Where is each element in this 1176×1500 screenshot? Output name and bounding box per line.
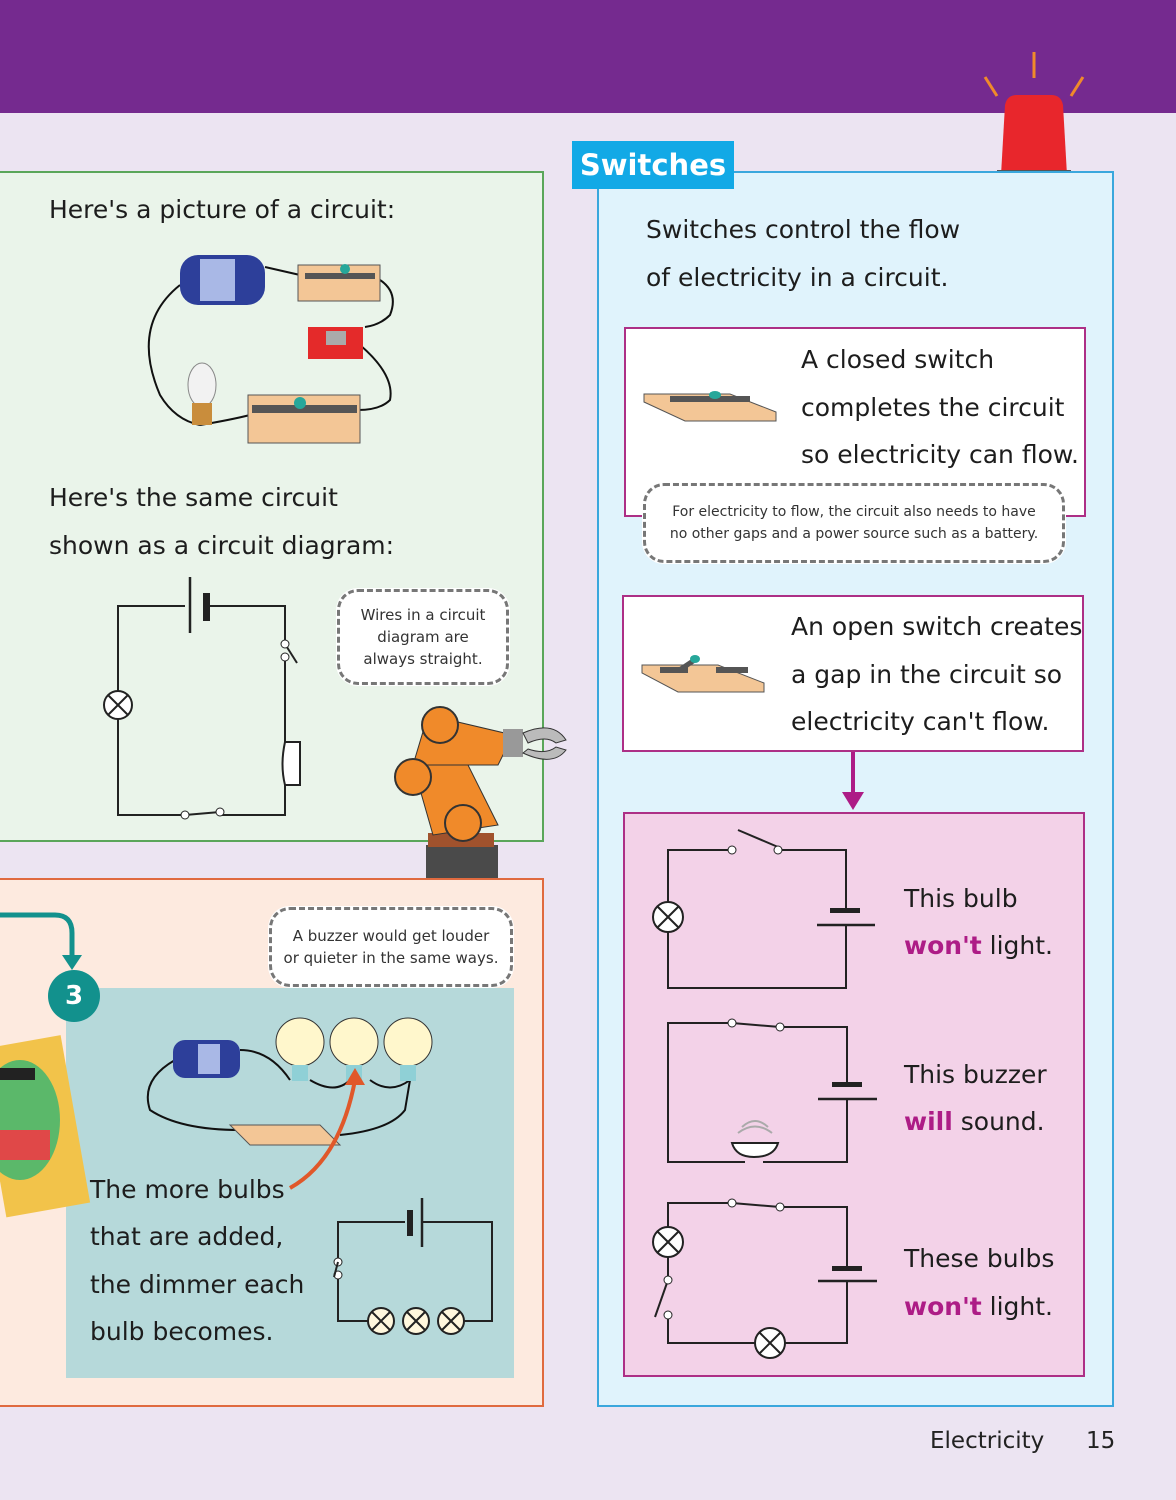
diagram-caption-line1: Here's the same circuit: [49, 483, 338, 512]
example-text-rest: light.: [981, 931, 1053, 960]
step3-text-line: The more bulbs: [90, 1175, 285, 1204]
example-circuit-open-bulb: [650, 825, 890, 995]
example-text-rest: sound.: [952, 1107, 1045, 1136]
dinosaur-illustration: [0, 1030, 80, 1220]
step3-text-line: the dimmer each: [90, 1270, 305, 1299]
page-number: 15: [1086, 1428, 1116, 1454]
curved-arrow-icon: [0, 905, 90, 975]
example-circuit-buzzer: [650, 1015, 890, 1170]
down-arrow-icon: [842, 752, 864, 812]
open-card-line: An open switch creates: [791, 612, 1083, 641]
example-text-line1: These bulbs: [904, 1244, 1055, 1273]
closed-card-line: completes the circuit: [801, 393, 1065, 422]
circuit-picture: [140, 245, 410, 445]
example-text-line2: [904, 1098, 1045, 1146]
wires-note-line: always straight.: [363, 650, 483, 668]
buzzer-note-bubble: [268, 906, 514, 988]
example-text-line2: [904, 1283, 1053, 1331]
step-number-badge: 3: [48, 970, 100, 1022]
closed-note-line: For electricity to flow, the circuit also needs to have: [672, 504, 1036, 520]
switches-heading: Switches: [572, 141, 734, 189]
footer-section-label: Electricity: [930, 1428, 1045, 1454]
wires-note-line: diagram are: [377, 628, 469, 646]
closed-card-line: so electricity can flow.: [801, 440, 1079, 469]
closed-note-line: no other gaps and a power source such as a battery.: [669, 526, 1039, 542]
wires-note-bubble: [336, 588, 510, 686]
step3-text-line: bulb becomes.: [90, 1317, 274, 1346]
example-text-line1: This bulb: [904, 884, 1018, 913]
example-text-rest: light.: [981, 1292, 1053, 1321]
example-text-line2: [904, 922, 1053, 970]
closed-card-line: A closed switch: [801, 345, 995, 374]
closed-switch-note: [642, 482, 1066, 564]
example-text-line1: This buzzer: [904, 1060, 1047, 1089]
three-bulb-circuit-diagram: [330, 1195, 500, 1335]
switches-intro-line2: of electricity in a circuit.: [646, 263, 949, 292]
closed-switch-icon: [640, 388, 780, 424]
wires-note-line: Wires in a circuit: [360, 606, 486, 624]
buzzer-note-line: or quieter in the same ways.: [283, 949, 499, 967]
switches-intro-line1: Switches control the flow: [646, 215, 961, 244]
step3-text-line: that are added,: [90, 1222, 284, 1251]
emphasis-word: will: [904, 1107, 953, 1136]
emphasis-word: won't: [904, 931, 982, 960]
buzzer-note-line: A buzzer would get louder: [292, 927, 490, 945]
diagram-caption-line2: shown as a circuit diagram:: [49, 531, 395, 560]
picture-caption: Here's a picture of a circuit:: [49, 195, 396, 224]
example-circuit-two-bulbs: [650, 1195, 890, 1370]
open-card-line: a gap in the circuit so: [791, 660, 1063, 689]
emphasis-word: won't: [904, 1292, 982, 1321]
open-switch-icon: [638, 655, 768, 695]
circuit-diagram: [100, 575, 310, 825]
robot-arm-illustration: [388, 705, 568, 880]
open-card-line: electricity can't flow.: [791, 707, 1050, 736]
